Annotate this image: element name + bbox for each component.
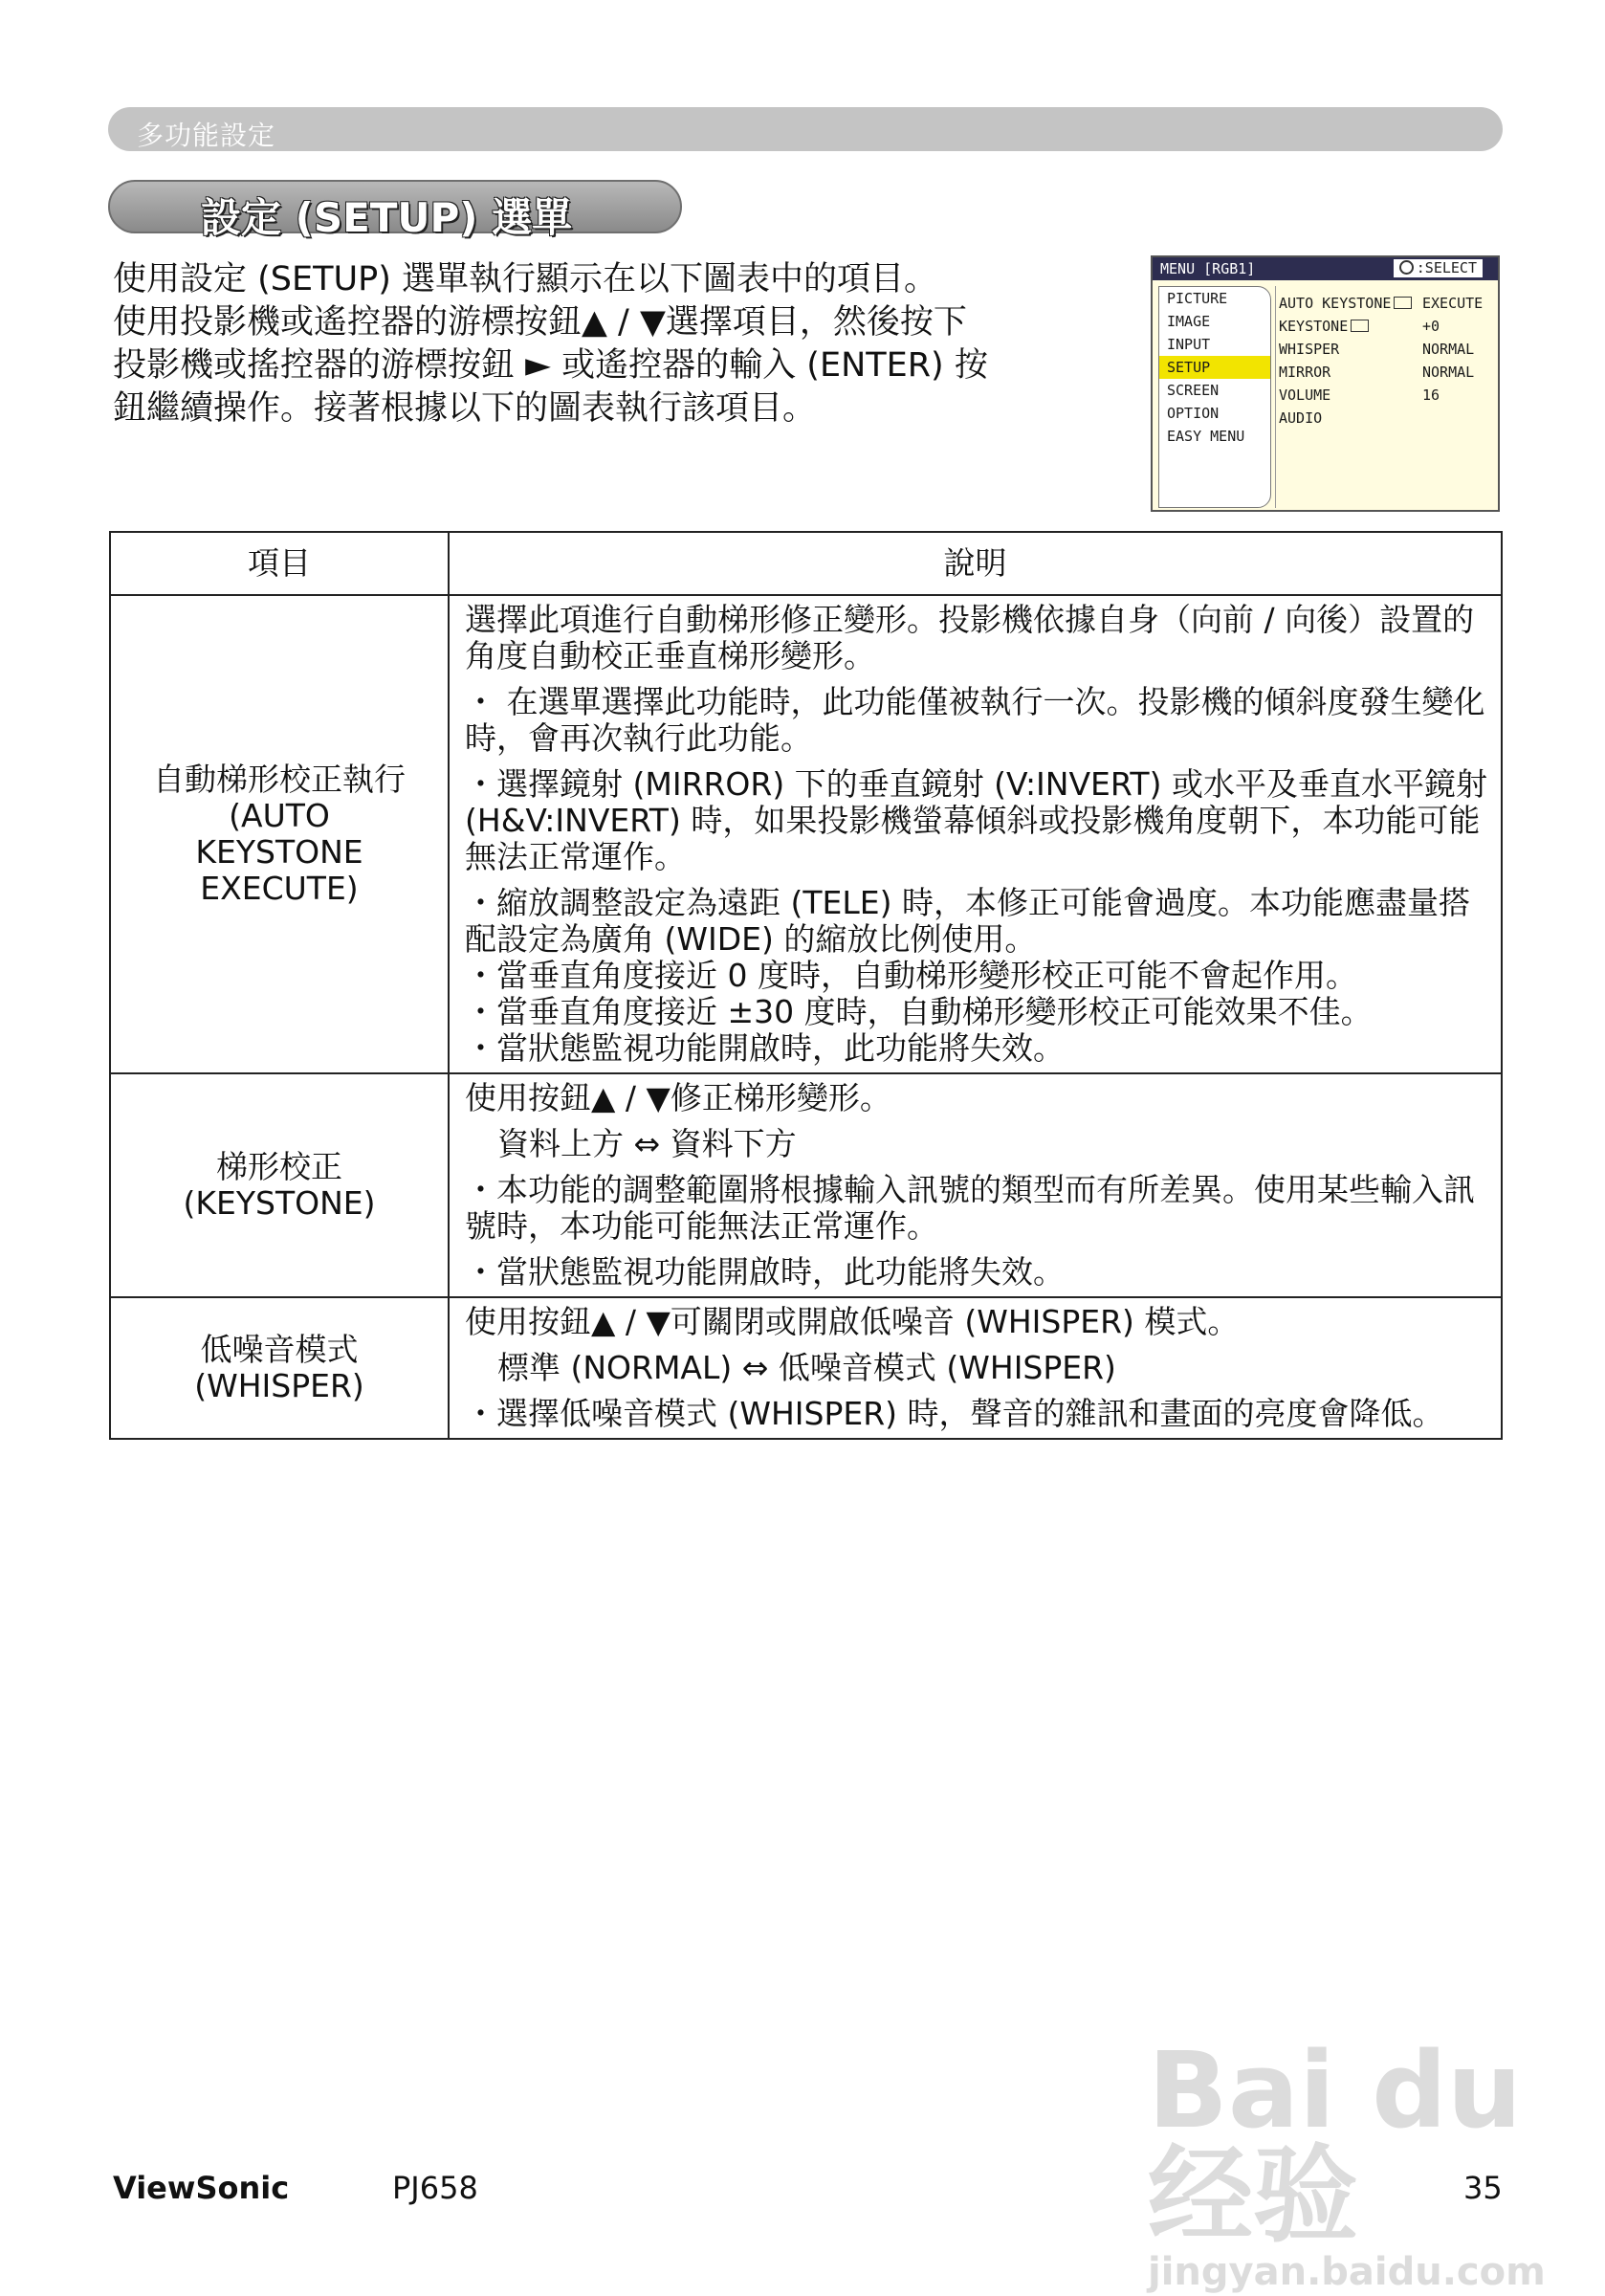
osd-row-whisper <box>1279 338 1494 361</box>
item-name-line: 低噪音模式 <box>200 1331 359 1368</box>
section-header-label: 多功能設定 <box>137 120 276 151</box>
osd-menu-item-input: INPUT <box>1167 336 1211 353</box>
osd-select-hint <box>1394 259 1483 277</box>
description-range: 資料上方 ⇔ 資料下方 <box>497 1125 797 1162</box>
description-note: ・選擇鏡射 (MIRROR) 下的垂直鏡射 (V:INVERT) 或水平及垂直水平鏡射 (H&V:INVERT) 時，如果投影機螢幕傾斜或投影機角度朝下，本功能可能無法正常運作。 <box>465 765 1487 875</box>
osd-menu-item-setup: SETUP <box>1159 356 1270 379</box>
osd-row-auto-keystone <box>1279 292 1494 315</box>
table-header-row <box>110 532 1502 595</box>
intro-line: 使用設定 (SETUP) 選單執行顯示在以下圖表中的項目。 <box>113 260 937 298</box>
column-header-description: 說明 <box>449 532 1502 595</box>
footer-model: PJ658 <box>392 2170 478 2206</box>
watermark-logo: Bai du 经验 <box>1148 2029 1523 2257</box>
joystick-icon <box>1399 260 1414 275</box>
osd-row-key: WHISPER <box>1279 341 1340 358</box>
column-header-item: 項目 <box>110 532 449 595</box>
osd-row-audio <box>1279 407 1494 430</box>
description-paragraph: 使用按鈕▲ / ▼修正梯形變形。 <box>465 1079 891 1116</box>
description-note: ・縮放調整設定為遠距 (TELE) 時，本修正可能會過度。本功能應盡量搭配設定為廣角 (WIDE) 的縮放比例使用。 <box>465 884 1470 958</box>
item-name-line: (AUTO <box>229 797 330 834</box>
osd-divider <box>1275 286 1276 508</box>
table-row-auto-keystone <box>110 595 1502 1073</box>
osd-setup-values <box>1279 292 1494 430</box>
osd-row-mirror <box>1279 361 1494 384</box>
table-row-keystone <box>110 1073 1502 1297</box>
item-name-line: 梯形校正 <box>216 1148 342 1185</box>
osd-menu-list <box>1158 286 1271 508</box>
intro-line: 投影機或搖控器的游標按鈕 ► 或遙控器的輸入 (ENTER) 按 <box>113 346 988 385</box>
osd-row-key: KEYSTONE <box>1279 318 1349 335</box>
item-cell <box>110 1297 449 1439</box>
osd-header-title: MENU [RGB1] <box>1160 260 1256 277</box>
description-note: ・當垂直角度接近 0 度時，自動梯形變形校正可能不會起作用。 <box>465 957 1357 994</box>
osd-row-key: AUDIO <box>1279 409 1323 427</box>
description-note: ・當狀態監視功能開啟時，此功能將失效。 <box>465 1253 1065 1291</box>
osd-menu-item-picture: PICTURE <box>1167 290 1228 307</box>
osd-menu-item-screen: SCREEN <box>1167 382 1220 399</box>
osd-menu-screenshot <box>1151 255 1500 512</box>
osd-row-value: NORMAL <box>1422 341 1475 358</box>
section-header-bar <box>108 107 1503 151</box>
description-note: ・當狀態監視功能開啟時，此功能將失效。 <box>465 1029 1065 1067</box>
page-title: 設定 (SETUP) 選單 <box>201 194 573 241</box>
osd-row-key: VOLUME <box>1279 386 1331 404</box>
osd-menu-item-easy-menu: EASY MENU <box>1167 428 1245 445</box>
description-note: ・ 在選單選擇此功能時，此功能僅被執行一次。投影機的傾斜度發生變化時，會再次執行此功能。 <box>465 683 1485 757</box>
watermark-url: jingyan.baidu.com <box>1148 2250 1546 2294</box>
osd-select-label: :SELECT <box>1416 259 1477 276</box>
description-cell <box>449 1073 1502 1297</box>
page-number: 35 <box>1463 2170 1503 2206</box>
item-name-line: KEYSTONE <box>195 833 363 871</box>
item-name-line: EXECUTE) <box>200 870 359 907</box>
osd-row-key: MIRROR <box>1279 364 1331 381</box>
item-name-line: (KEYSTONE) <box>183 1184 376 1222</box>
description-range: 標準 (NORMAL) ⇔ 低噪音模式 (WHISPER) <box>497 1349 1116 1386</box>
osd-row-value: EXECUTE <box>1422 295 1484 312</box>
description-cell <box>449 1297 1502 1439</box>
description-note: ・當垂直角度接近 ±30 度時，自動梯形變形校正可能效果不佳。 <box>465 993 1373 1030</box>
osd-menu-item-image: IMAGE <box>1167 313 1211 330</box>
osd-row-value: NORMAL <box>1422 364 1475 381</box>
osd-row-key: AUTO KEYSTONE <box>1279 295 1392 312</box>
setup-items-table <box>109 531 1503 1440</box>
baidu-watermark <box>1148 2029 1605 2296</box>
osd-row-value: +0 <box>1422 318 1440 335</box>
description-paragraph: 選擇此項進行自動梯形修正變形。投影機依據自身（向前 / 向後）設置的角度自動校正垂直梯形變形。 <box>465 601 1475 674</box>
keystone-icon <box>1351 320 1369 332</box>
item-cell <box>110 1073 449 1297</box>
item-cell <box>110 595 449 1073</box>
keystone-icon <box>1394 297 1412 309</box>
osd-row-volume <box>1279 384 1494 407</box>
intro-line: 鈕繼續操作。接著根據以下的圖表執行該項目。 <box>113 389 817 428</box>
osd-row-keystone <box>1279 315 1494 338</box>
description-note: ・本功能的調整範圍將根據輸入訊號的類型而有所差異。使用某些輸入訊號時，本功能可能無法正常運作。 <box>465 1171 1475 1245</box>
item-name-line: 自動梯形校正執行 <box>153 761 406 798</box>
footer-brand: ViewSonic <box>113 2170 290 2206</box>
osd-row-value: 16 <box>1422 386 1440 404</box>
description-cell <box>449 595 1502 1073</box>
intro-line: 使用投影機或遙控器的游標按鈕▲ / ▼選擇項目，然後按下 <box>113 303 967 342</box>
table-row-whisper <box>110 1297 1502 1439</box>
description-paragraph: 使用按鈕▲ / ▼可關閉或開啟低噪音 (WHISPER) 模式。 <box>465 1303 1240 1340</box>
osd-menu-item-option: OPTION <box>1167 405 1220 422</box>
description-note: ・選擇低噪音模式 (WHISPER) 時，聲音的雜訊和畫面的亮度會降低。 <box>465 1395 1444 1432</box>
intro-paragraph <box>113 258 1127 430</box>
item-name-line: (WHISPER) <box>194 1367 364 1404</box>
osd-header <box>1153 257 1498 280</box>
page-title-badge <box>108 180 682 241</box>
